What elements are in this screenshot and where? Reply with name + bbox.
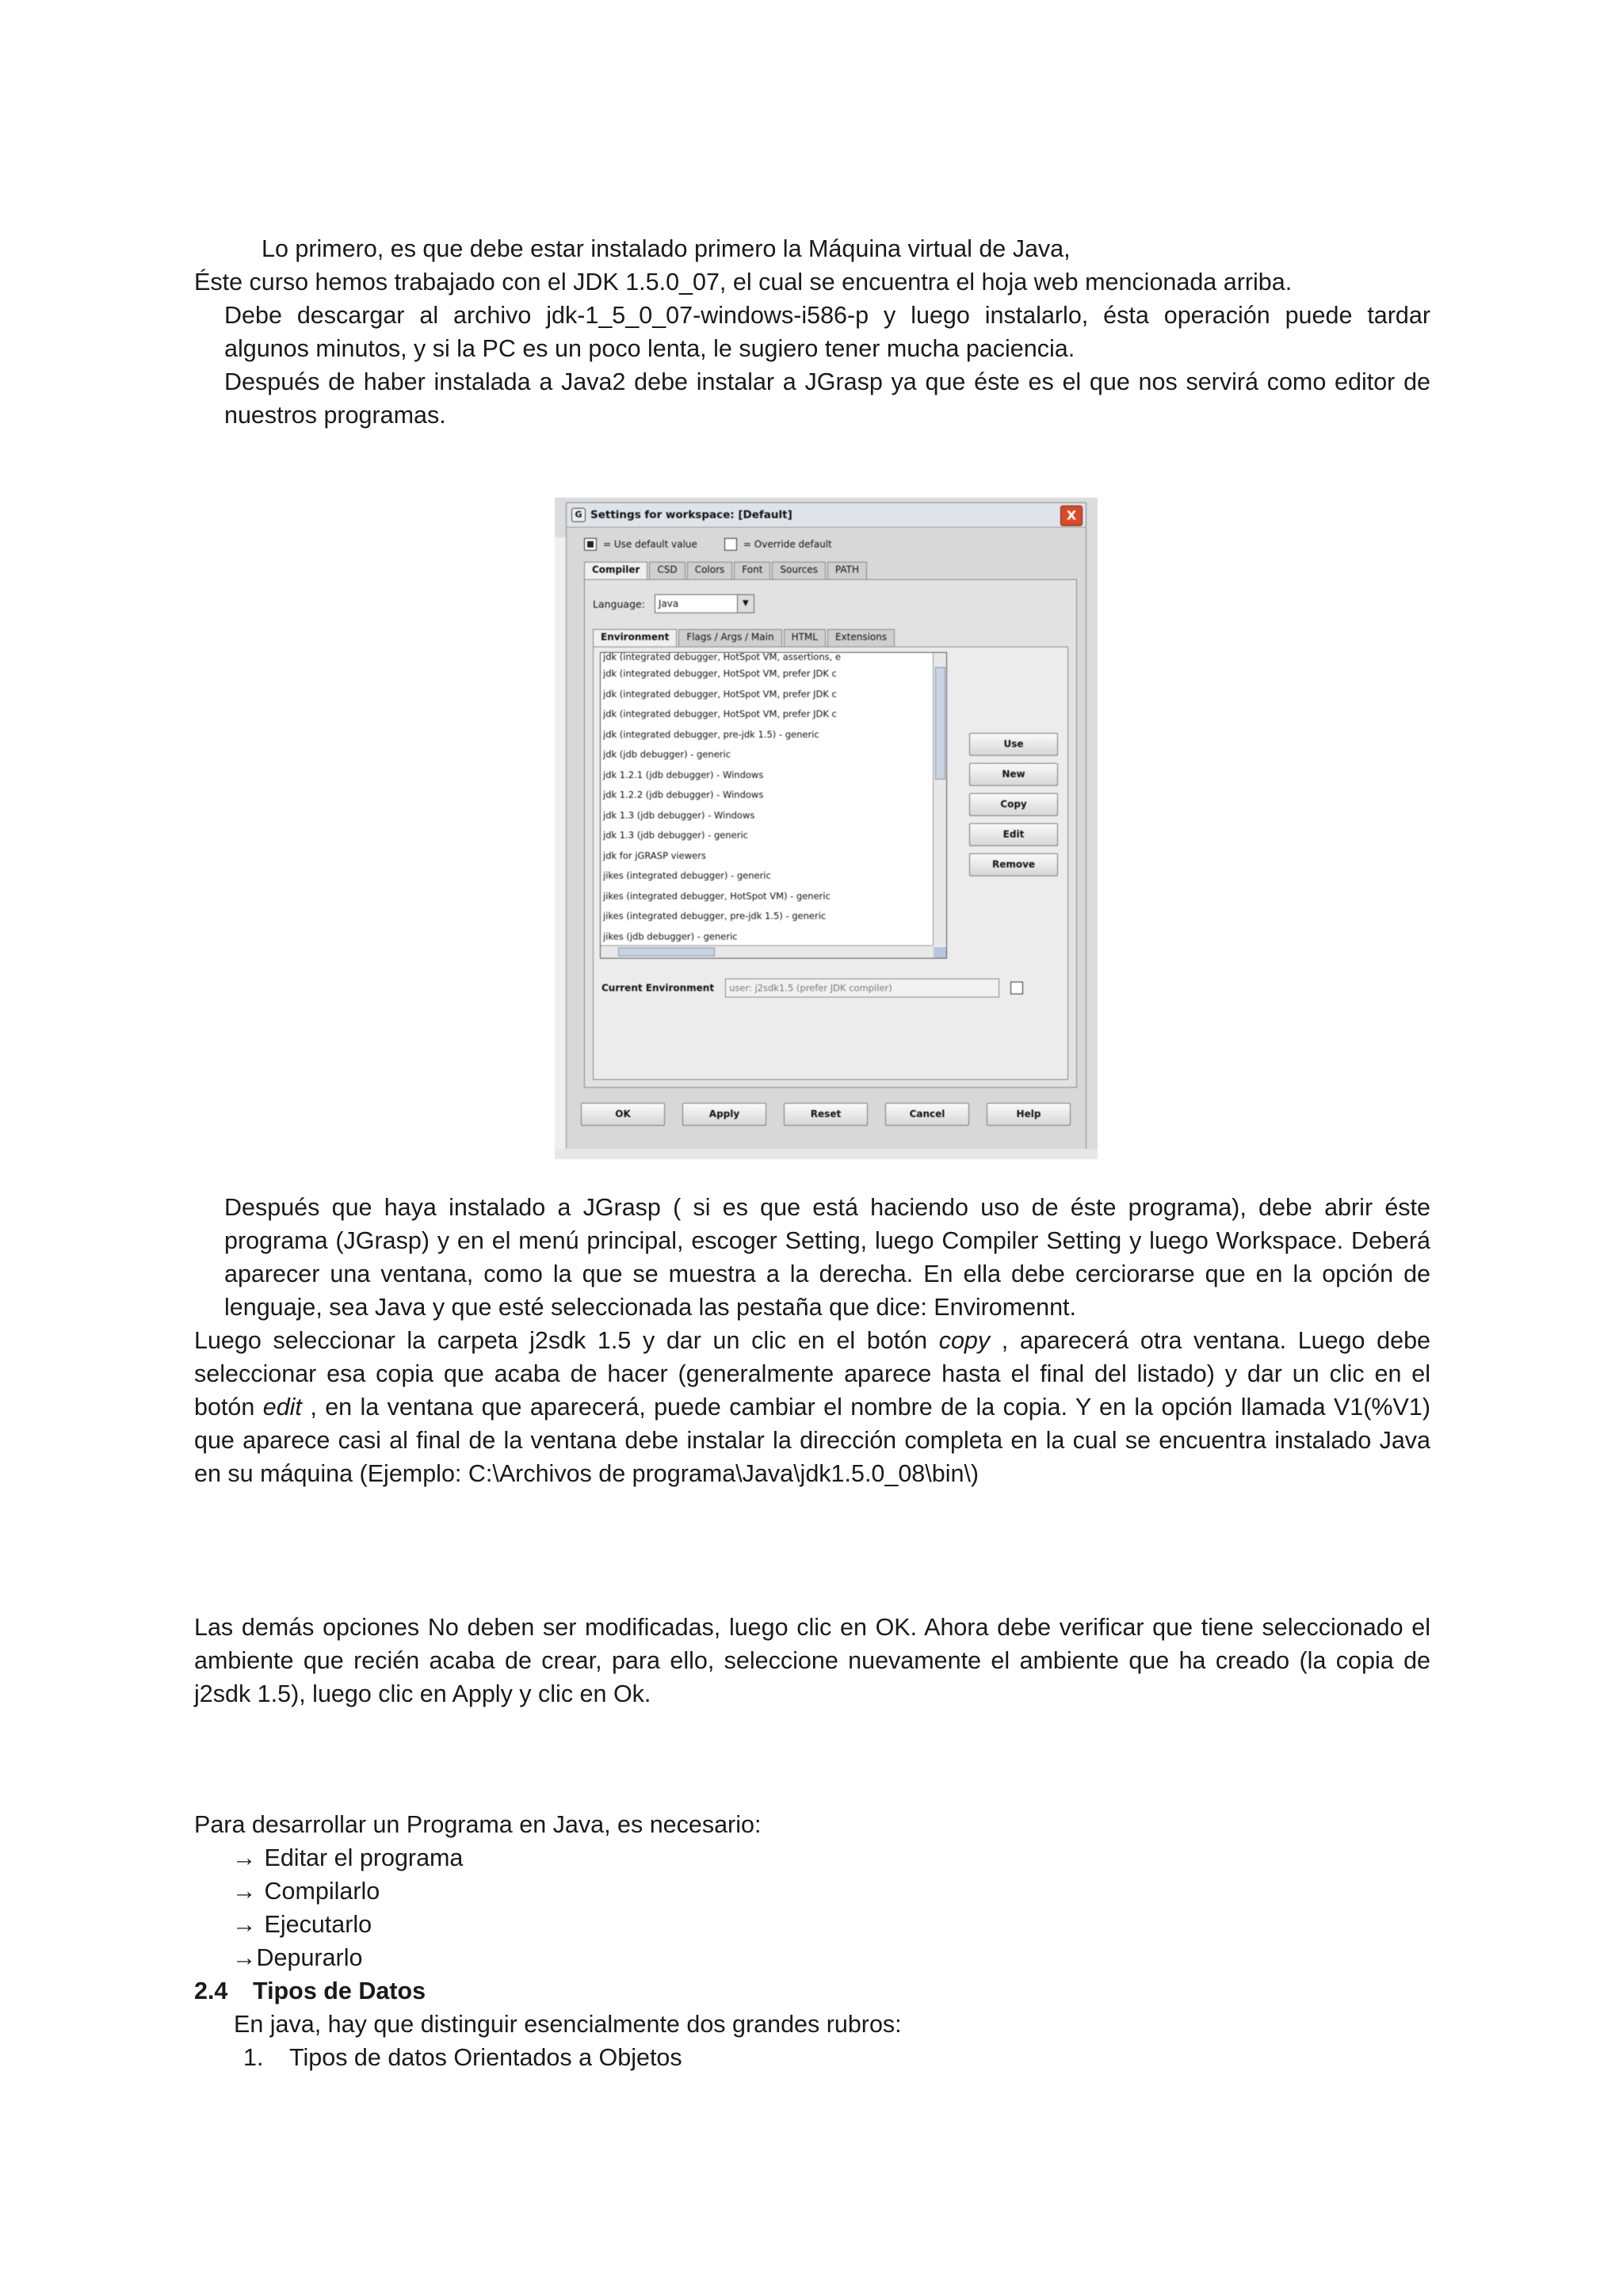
ok-button[interactable]: OK	[581, 1103, 665, 1126]
chevron-down-icon[interactable]: ▼	[737, 595, 754, 612]
list-item[interactable]: jdk (integrated debugger, HotSpot VM, prefer JDK c	[603, 668, 837, 679]
list-item[interactable]: jdk (integrated debugger, HotSpot VM, prefer JDK c	[603, 688, 837, 700]
override-default-checkbox[interactable]	[724, 538, 737, 551]
language-row	[593, 594, 754, 613]
instructions-part-c: , en la ventana que aparecerá, puede cambiar el nombre de la copia. Y en la opción llamada V1(%V1) que aparece casi al final de la ventana debe instalar la dirección completa en la cual se encuentra instalado Java en su máquina (Ejemplo: C:\Archivos de programa\Java\jdk1.5.0_08\bin\)	[194, 1394, 1430, 1487]
list-item[interactable]: jdk (integrated debugger, pre-jdk 1.5) - generic	[603, 728, 819, 740]
list-item	[194, 1908, 1430, 1941]
list-item	[194, 1941, 1430, 1974]
default-override-row	[584, 538, 832, 551]
help-button[interactable]: Help	[987, 1103, 1071, 1126]
sub-tabs	[593, 629, 895, 647]
tab-compiler[interactable]: Compiler	[584, 562, 647, 580]
compiler-panel	[584, 579, 1077, 1088]
tab-sources[interactable]: Sources	[772, 562, 825, 580]
override-default-label: = Override default	[743, 539, 832, 550]
list-number: 1.	[243, 2044, 264, 2071]
current-environment-label: Current Environment	[601, 982, 715, 994]
section-title: Tipos de Datos	[253, 1978, 426, 2004]
intro-text-block	[194, 232, 1430, 432]
environment-panel	[593, 646, 1068, 1080]
new-button[interactable]: New	[969, 763, 1058, 786]
scroll-thumb[interactable]	[618, 948, 715, 956]
apply-button[interactable]: Apply	[682, 1103, 766, 1126]
step-label: Editar el programa	[264, 1844, 464, 1871]
copy-button[interactable]: Copy	[969, 793, 1058, 816]
environment-buttons	[969, 733, 1058, 876]
arrow-icon: →	[232, 1878, 257, 1905]
list-item[interactable]: jdk 1.3 (jdb debugger) - generic	[603, 830, 748, 841]
main-tabs	[584, 562, 867, 580]
list-item[interactable]: jdk 1.3 (jdb debugger) - Windows	[603, 809, 755, 821]
instructions-text-2	[194, 1324, 1430, 1490]
list-item	[194, 1841, 1430, 1875]
horizontal-scrollbar[interactable]	[601, 945, 934, 958]
list-item[interactable]: jdk (integrated debugger, HotSpot VM, assertions, e	[603, 653, 841, 662]
arrow-icon: →	[232, 1911, 257, 1938]
tab-font[interactable]: Font	[734, 562, 770, 580]
reset-button[interactable]: Reset	[784, 1103, 868, 1126]
copy-word: copy	[938, 1327, 991, 1354]
use-default-checkbox[interactable]	[584, 538, 597, 551]
tab-environment[interactable]: Environment	[593, 629, 677, 647]
list-item[interactable]: jdk 1.2.2 (jdb debugger) - Windows	[603, 789, 764, 800]
section-number: 2.4	[194, 1978, 228, 2004]
tab-csd[interactable]: CSD	[649, 562, 685, 580]
arrow-icon: →	[232, 1944, 257, 1971]
settings-dialog-screenshot	[555, 498, 1098, 1159]
instructions-part-b: , aparecerá otra ventana. Luego debe seleccionar esa copia que acaba de hacer (generalmente aparece hasta el final del listado) y dar un clic en el botón	[194, 1327, 1430, 1421]
use-default-label: = Use default value	[603, 539, 697, 550]
language-select[interactable]	[655, 594, 754, 613]
intro-line-4: Después de haber instalada a Java2 debe instalar a JGrasp ya que éste es el que nos servirá como editor de nuestros programas.	[224, 368, 1430, 429]
tab-path[interactable]: PATH	[827, 562, 867, 580]
list-item[interactable]: jikes (integrated debugger, HotSpot VM) - generic	[603, 890, 831, 902]
use-button[interactable]: Use	[969, 733, 1058, 756]
apply-paragraph	[194, 1611, 1430, 1711]
settings-window	[566, 502, 1086, 1150]
cancel-button[interactable]: Cancel	[885, 1103, 969, 1126]
remove-button[interactable]: Remove	[969, 853, 1058, 876]
apply-text: Las demás opciones No deben ser modificadas, luego clic en OK. Ahora debe verificar que tiene seleccionado el ambiente que recién acaba de crear, para ello, seleccione nuevamente el ambiente que ha creado (la copia de j2sdk 1.5), luego clic en Apply y clic en Ok.	[194, 1614, 1430, 1707]
environment-list[interactable]	[600, 652, 947, 959]
list-item	[194, 1875, 1430, 1908]
list-item[interactable]: jdk (jdb debugger) - generic	[603, 749, 731, 760]
edit-word: edit	[262, 1394, 302, 1421]
arrow-icon: →	[232, 1844, 257, 1871]
list-item[interactable]: jikes (jdb debugger) - generic	[603, 930, 738, 942]
list-item[interactable]: jdk for jGRASP viewers	[603, 849, 706, 861]
list-item	[194, 2041, 1430, 2074]
steps-intro: Para desarrollar un Programa en Java, es necesario:	[194, 1811, 762, 1838]
section-heading	[194, 1974, 1430, 2008]
scroll-thumb[interactable]	[935, 667, 945, 780]
intro-line-3: Debe descargar al archivo jdk-1_5_0_07-windows-i586-p y luego instalarlo, ésta operación puede tardar algunos minutos, y si la PC es un poco lenta, le sugiero tener mucha paciencia.	[224, 302, 1430, 362]
section-intro: En java, hay que distinguir esencialmente dos grandes rubros:	[234, 2011, 902, 2038]
list-item[interactable]: jdk (integrated debugger, HotSpot VM, prefer JDK c	[603, 708, 837, 719]
tab-colors[interactable]: Colors	[687, 562, 733, 580]
language-label: Language:	[593, 597, 645, 610]
list-item[interactable]: jdk 1.2.1 (jdb debugger) - Windows	[603, 769, 764, 780]
step-label: Depurarlo	[256, 1944, 363, 1971]
background-window-edge	[555, 1149, 1098, 1159]
jgrasp-instructions	[194, 1191, 1430, 1490]
edit-button[interactable]: Edit	[969, 823, 1058, 846]
close-icon[interactable]: X	[1060, 505, 1083, 526]
vertical-scrollbar[interactable]	[933, 653, 946, 946]
tab-extensions[interactable]: Extensions	[827, 629, 895, 647]
list-item[interactable]: jikes (integrated debugger, pre-jdk 1.5) - generic	[603, 910, 827, 921]
instructions-text-1: Después que haya instalado a JGrasp ( si es que está haciendo uso de éste programa), debe abrir éste programa (JGrasp) y en el menú principal, escoger Setting, luego Compiler Setting y luego Workspace. Deberá aparecer una ventana, como la que se muestra a la derecha. En ella debe cerciorarse que en la opción de lenguaje, sea Java y que esté seleccionada las pestaña que dice: Enviromennt.	[224, 1194, 1430, 1321]
step-label: Ejecutarlo	[264, 1911, 372, 1938]
current-environment-row	[601, 978, 1023, 997]
language-value: Java	[658, 598, 679, 609]
dialog-buttons	[581, 1103, 1071, 1126]
dialog-title: Settings for workspace: [Default]	[590, 509, 792, 521]
current-environment-checkbox[interactable]	[1010, 982, 1023, 994]
instructions-part-a: Luego seleccionar la carpeta j2sdk 1.5 y dar un clic en el botón	[194, 1327, 939, 1354]
background-window-edge	[555, 537, 567, 1155]
list-item[interactable]: jikes (integrated debugger) - generic	[603, 870, 771, 881]
step-label: Compilarlo	[264, 1878, 380, 1905]
jgrasp-app-icon: G	[571, 508, 586, 522]
dialog-titlebar	[567, 503, 1086, 528]
current-environment-field: user: j2sdk1.5 (prefer JDK compiler)	[725, 978, 999, 997]
intro-line-1: Lo primero, es que debe estar instalado primero la Máquina virtual de Java,	[262, 235, 1071, 262]
tab-flags-args-main[interactable]: Flags / Args / Main	[678, 629, 781, 647]
intro-line-2: Éste curso hemos trabajado con el JDK 1.5.0_07, el cual se encuentra el hoja web mencionada arriba.	[194, 269, 1293, 296]
tab-html[interactable]: HTML	[784, 629, 826, 647]
list-item-label: Tipos de datos Orientados a Objetos	[289, 2044, 682, 2071]
steps-block	[194, 1808, 1430, 2074]
